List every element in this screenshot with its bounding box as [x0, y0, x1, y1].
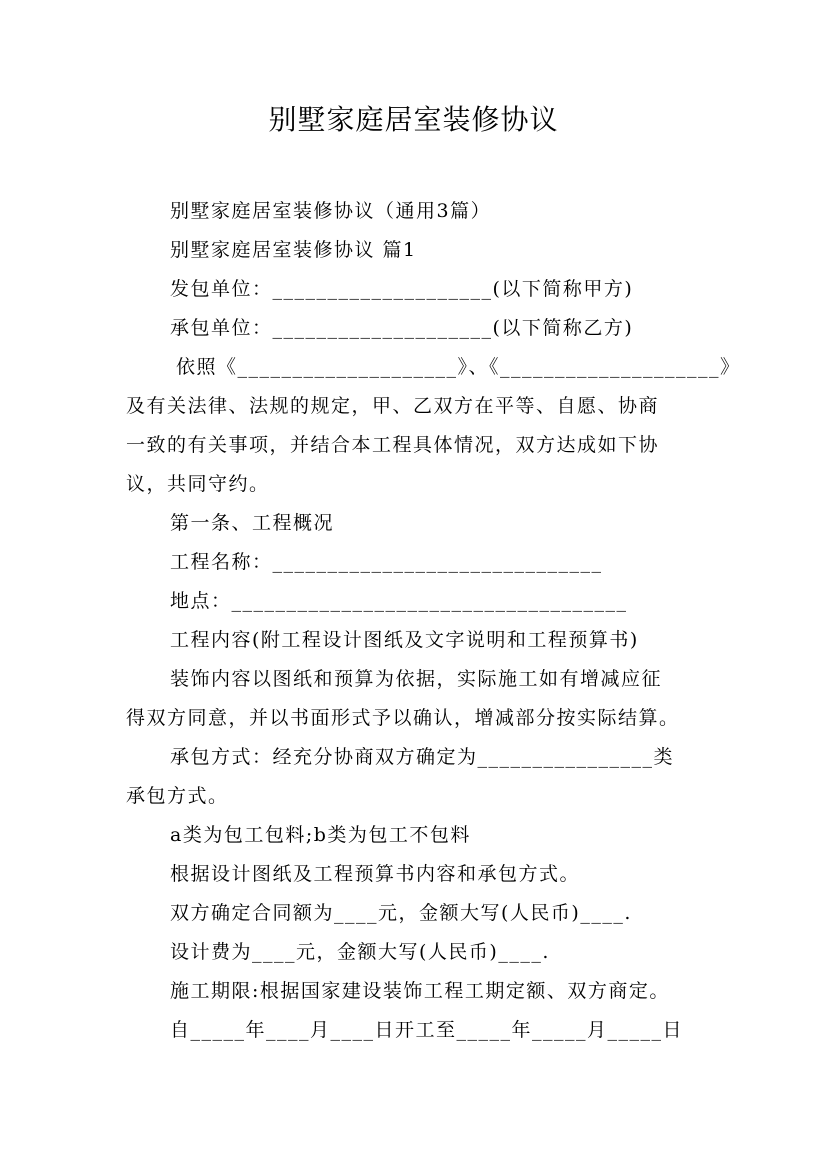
project-content-line: 工程内容(附工程设计图纸及文字说明和工程预算书) — [170, 629, 639, 651]
project-name-line: 工程名称：______________________________ — [170, 551, 603, 573]
contract-amount-line: 双方确定合同额为____元，金额大写(人民币)____. — [170, 902, 632, 924]
doc-section-heading: 别墅家庭居室装修协议 篇1 — [170, 239, 417, 261]
paragraph-line: 议，共同守约。 — [126, 473, 270, 495]
location-line: 地点：____________________________________ — [170, 590, 628, 612]
construction-period-line: 施工期限:根据国家建设装饰工程工期定额、双方商定。 — [170, 980, 670, 1002]
contract-mode-line: 承包方式：经充分协商双方确定为________________类 — [170, 746, 675, 768]
employer-line: 发包单位：____________________(以下简称甲方) — [170, 278, 634, 300]
paragraph-line: 及有关法律、法规的规定，甲、乙双方在平等、自愿、协商 — [126, 395, 660, 417]
paragraph-line: 装饰内容以图纸和预算为依据，实际施工如有增减应征 — [170, 668, 663, 690]
doc-subtitle: 别墅家庭居室装修协议（通用3篇） — [170, 200, 492, 222]
design-fee-line: 设计费为____元，金额大写(人民币)____. — [170, 941, 550, 963]
basis-line: 依照《____________________》、《____________________》 — [176, 356, 741, 378]
paragraph-line: 一致的有关事项，并结合本工程具体情况，双方达成如下协 — [126, 434, 660, 456]
article-heading: 第一条、工程概况 — [170, 512, 335, 534]
paragraph-line: 得双方同意，并以书面形式予以确认，增减部分按实际结算。 — [126, 707, 680, 729]
paragraph-line: 承包方式。 — [126, 785, 229, 807]
date-range-line: 自_____年____月____日开工至_____年_____月_____日 — [170, 1019, 684, 1041]
document-title: 别墅家庭居室装修协议 — [268, 103, 559, 136]
paragraph-line: 根据设计图纸及工程预算书内容和承包方式。 — [170, 863, 581, 885]
mode-options-line: a类为包工包料;b类为包工不包料 — [170, 824, 471, 846]
contractor-line: 承包单位：____________________(以下简称乙方) — [170, 317, 634, 339]
